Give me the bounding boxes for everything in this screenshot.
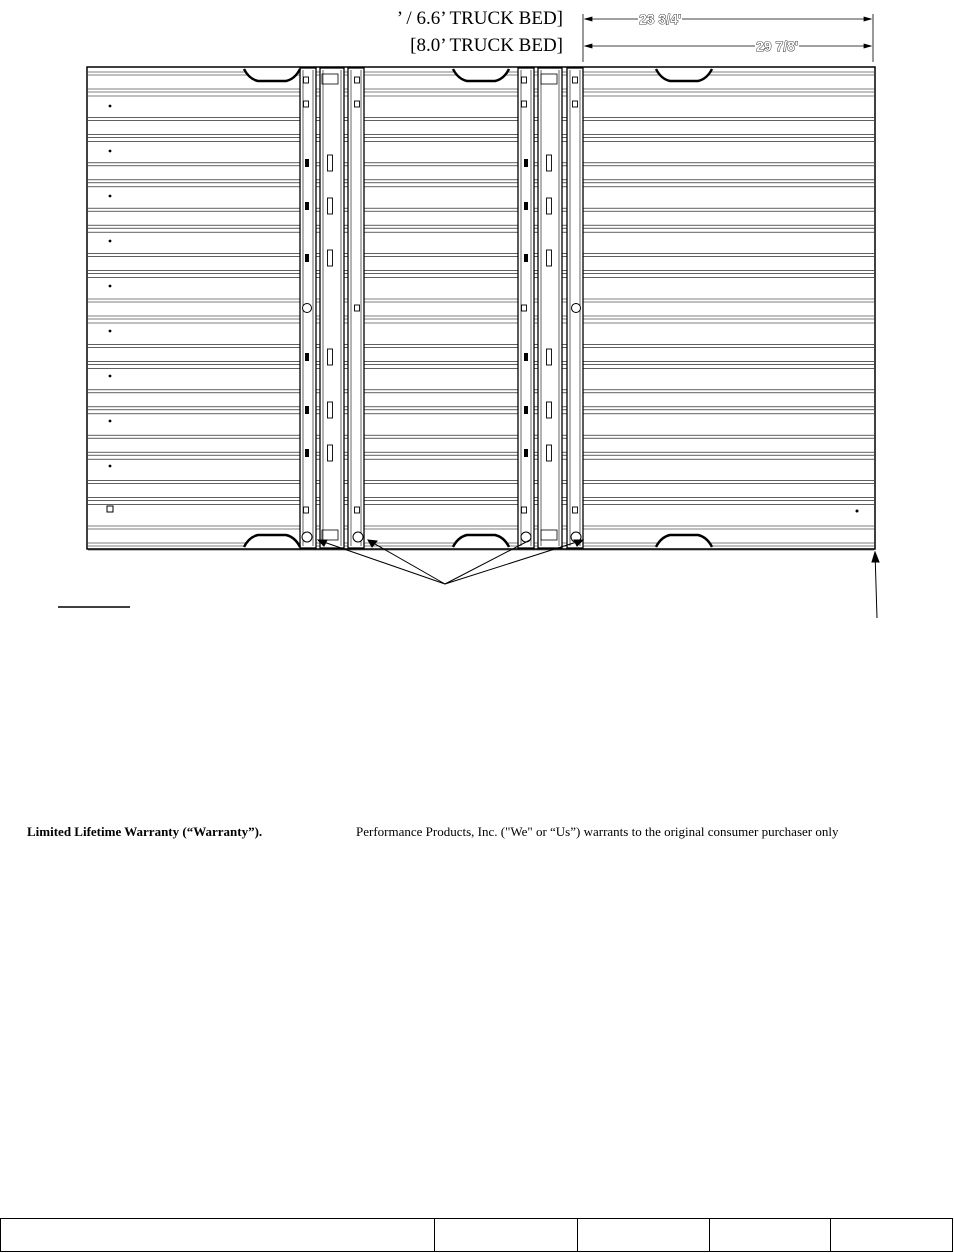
edge-handle (244, 535, 300, 547)
rail-mark (524, 202, 528, 210)
rail-mark (524, 254, 528, 262)
rib-pin (109, 330, 112, 333)
edge-handle (656, 535, 712, 547)
rail-mark (524, 406, 528, 414)
footer-table (0, 1218, 953, 1252)
divider-rail (320, 68, 344, 548)
rib-pin (109, 195, 112, 198)
rail-mark (524, 449, 528, 457)
rail-mark (305, 202, 309, 210)
rib-pin (109, 105, 112, 108)
rail-bolt (572, 304, 581, 313)
rail-mark (305, 254, 309, 262)
edge-handle (453, 69, 509, 81)
dimension-lines (583, 14, 875, 548)
rib-pin (107, 506, 113, 512)
edge-handle (244, 69, 300, 81)
rail-mark (305, 353, 309, 361)
warranty-text: Performance Products, Inc. ("We" or “Us”) warrants to the original consumer purchaser only (356, 824, 839, 839)
bed-mat-outline (87, 67, 875, 549)
footer-cell-4 (710, 1219, 831, 1252)
footer-cell-1 (1, 1219, 435, 1252)
rib-pin (109, 465, 112, 468)
rail-mark (524, 159, 528, 167)
footer-cell-2 (435, 1219, 578, 1252)
warranty-title: Limited Lifetime Warranty (“Warranty”). (27, 824, 263, 839)
dimension-label-long: 29 7/8' (756, 38, 799, 54)
rail-mark (305, 449, 309, 457)
rib-pin (109, 420, 112, 423)
bed-size-caption-long: [8.0’ TRUCK BED] (410, 35, 563, 56)
divider-rail (518, 68, 534, 548)
footer-cell-3 (578, 1219, 710, 1252)
rib-pin (109, 285, 112, 288)
rail-bolt (302, 532, 312, 542)
divider-rail (348, 68, 364, 548)
rib-pin (109, 375, 112, 378)
divider-rails (300, 68, 583, 548)
rail-mark (305, 406, 309, 414)
divider-rail (538, 68, 562, 548)
footer-row (1, 1219, 953, 1252)
footer-cell-5 (831, 1219, 953, 1252)
rail-bolt (303, 304, 312, 313)
rail-mark (524, 353, 528, 361)
leader-lines (318, 540, 879, 618)
bed-size-caption-short: ’ / 6.6’ TRUCK BED] (396, 8, 563, 29)
edge-handle (656, 69, 712, 81)
rib-pin (109, 240, 112, 243)
dimension-label-short: 23 3/4' (639, 11, 682, 27)
rib-pin (109, 150, 112, 153)
rib-pin (856, 510, 859, 513)
edge-handle (453, 535, 509, 547)
bed-ribs (88, 72, 874, 550)
rail-bolt (353, 532, 363, 542)
rail-mark (305, 159, 309, 167)
